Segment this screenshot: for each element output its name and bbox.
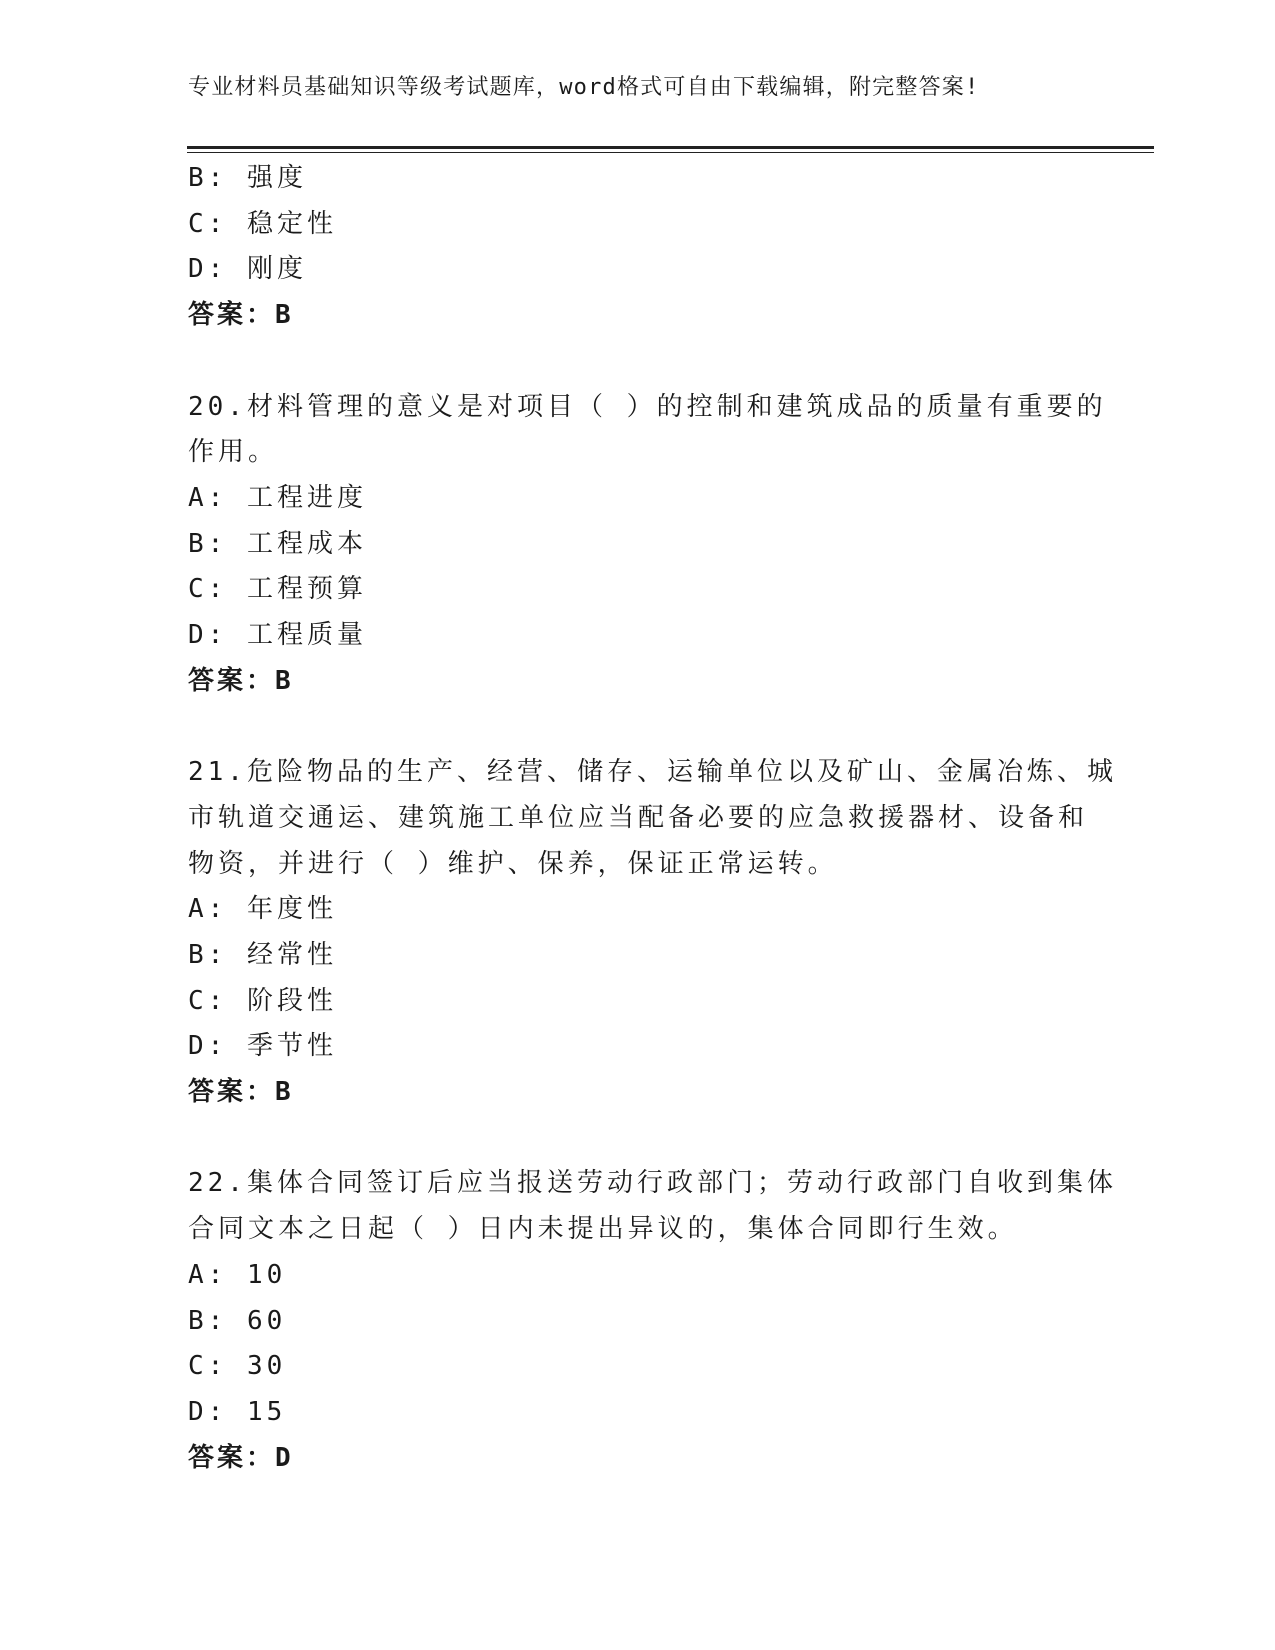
option-d: D: 刚度 bbox=[188, 254, 307, 285]
question-20 bbox=[188, 385, 1107, 705]
option-b: B: 强度 bbox=[188, 163, 307, 193]
prev-question-options bbox=[188, 156, 1088, 339]
option-c: C: 30 bbox=[188, 1351, 287, 1382]
question-content bbox=[188, 156, 1117, 1481]
question-text: 物资，并进行（ ）维护、保养，保证正常运转。 bbox=[188, 848, 838, 879]
option-c: C: 工程预算 bbox=[188, 574, 367, 605]
answer: 答案：B bbox=[188, 1077, 294, 1108]
question-text: 22.集体合同签订后应当报送劳动行政部门；劳动行政部门自收到集体 bbox=[188, 1168, 1117, 1199]
option-b: B: 经常性 bbox=[188, 939, 337, 970]
question-text: 作用。 bbox=[188, 437, 279, 468]
spacer bbox=[188, 1116, 1088, 1162]
question-text: 20.材料管理的意义是对项目（ ）的控制和建筑成品的质量有重要的 bbox=[188, 391, 1107, 422]
option-a: A: 年度性 bbox=[188, 894, 337, 925]
question-22 bbox=[188, 1161, 1117, 1481]
option-b: B: 60 bbox=[188, 1305, 287, 1336]
option-d: D: 工程质量 bbox=[188, 620, 367, 651]
page-header: 专业材料员基础知识等级考试题库，word格式可自由下载编辑，附完整答案! bbox=[188, 75, 980, 100]
option-a: A: 10 bbox=[188, 1259, 287, 1290]
option-b: B: 工程成本 bbox=[188, 528, 367, 559]
question-text: 21.危险物品的生产、经营、储存、运输单位以及矿山、金属冶炼、城 bbox=[188, 757, 1117, 788]
question-text: 合同文本之日起（ ）日内未提出异议的，集体合同即行生效。 bbox=[188, 1214, 1018, 1245]
option-c: C: 稳定性 bbox=[188, 208, 337, 239]
question-text: 市轨道交通运、建筑施工单位应当配备必要的应急救援器材、设备和 bbox=[188, 802, 1089, 833]
answer: 答案：B bbox=[188, 665, 294, 696]
option-c: C: 阶段性 bbox=[188, 985, 337, 1016]
question-21 bbox=[188, 750, 1117, 1116]
option-d: D: 季节性 bbox=[188, 1031, 337, 1062]
spacer bbox=[188, 339, 1088, 385]
header-rule-thin bbox=[187, 152, 1154, 153]
option-d: D: 15 bbox=[188, 1396, 287, 1427]
answer: 答案：D bbox=[188, 1442, 294, 1473]
header-rule-thick bbox=[187, 146, 1154, 149]
spacer bbox=[188, 704, 1088, 750]
option-a: A: 工程进度 bbox=[188, 482, 367, 513]
answer: 答案：B bbox=[188, 300, 294, 331]
